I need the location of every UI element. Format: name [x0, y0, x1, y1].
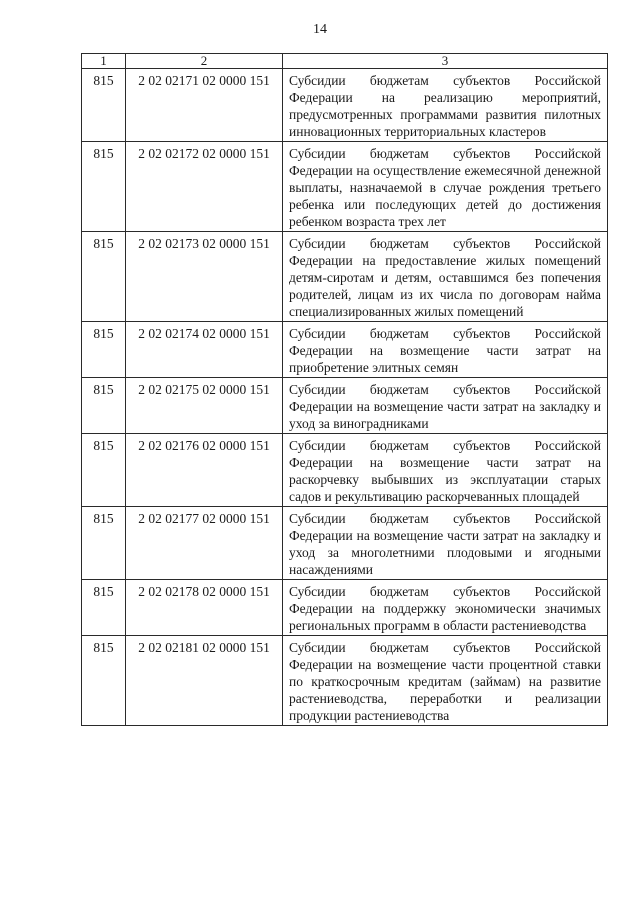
description-cell: Субсидии бюджетам субъектов Российской Федерации на возмещение части процентной ставки по краткосрочным кредитам (займам) на развитие растениеводства, переработки и реализации продукции растениеводства [283, 636, 608, 726]
table-row [82, 69, 608, 142]
table-row [82, 232, 608, 322]
description-cell: Субсидии бюджетам субъектов Российской Федерации на возмещение части затрат на закладку и уход за виноградниками [283, 378, 608, 434]
table-row [82, 378, 608, 434]
admin-code-cell: 815 [82, 232, 126, 322]
description-cell: Субсидии бюджетам субъектов Российской Федерации на возмещение части затрат на закладку и уход за многолетними плодовыми и ягодными насаждениями [283, 507, 608, 580]
admin-code-cell: 815 [82, 636, 126, 726]
admin-code-cell: 815 [82, 434, 126, 507]
budget-code-cell: 2 02 02175 02 0000 151 [126, 378, 283, 434]
admin-code-cell: 815 [82, 580, 126, 636]
admin-code-cell: 815 [82, 507, 126, 580]
description-cell: Субсидии бюджетам субъектов Российской Федерации на возмещение части затрат на приобретение элитных семян [283, 322, 608, 378]
table-row [82, 434, 608, 507]
budget-code-cell: 2 02 02176 02 0000 151 [126, 434, 283, 507]
budget-code-cell: 2 02 02171 02 0000 151 [126, 69, 283, 142]
table-header-row [82, 54, 608, 69]
budget-code-cell: 2 02 02173 02 0000 151 [126, 232, 283, 322]
table-row [82, 507, 608, 580]
table-row [82, 580, 608, 636]
budget-code-cell: 2 02 02181 02 0000 151 [126, 636, 283, 726]
column-header-2: 2 [126, 54, 283, 69]
table-row [82, 142, 608, 232]
budget-classification-table [81, 53, 608, 726]
admin-code-cell: 815 [82, 322, 126, 378]
budget-code-cell: 2 02 02174 02 0000 151 [126, 322, 283, 378]
budget-code-cell: 2 02 02177 02 0000 151 [126, 507, 283, 580]
description-cell: Субсидии бюджетам субъектов Российской Федерации на поддержку экономически значимых региональных программ в области растениеводства [283, 580, 608, 636]
description-cell: Субсидии бюджетам субъектов Российской Федерации на реализацию мероприятий, предусмотренных программами развития пилотных инновационных территориальных кластеров [283, 69, 608, 142]
admin-code-cell: 815 [82, 69, 126, 142]
column-header-3: 3 [283, 54, 608, 69]
table-row [82, 636, 608, 726]
budget-code-cell: 2 02 02172 02 0000 151 [126, 142, 283, 232]
description-cell: Субсидии бюджетам субъектов Российской Федерации на осуществление ежемесячной денежной выплаты, назначаемой в случае рождения третьего ребенка или последующих детей до достижения ребенком возраста трех лет [283, 142, 608, 232]
description-cell: Субсидии бюджетам субъектов Российской Федерации на предоставление жилых помещений детям-сиротам и детям, оставшимся без попечения родителей, лицам из их числа по договорам найма специализированных жилых помещений [283, 232, 608, 322]
table-row [82, 322, 608, 378]
budget-code-cell: 2 02 02178 02 0000 151 [126, 580, 283, 636]
page-number: 14 [313, 22, 327, 37]
admin-code-cell: 815 [82, 142, 126, 232]
column-header-1: 1 [82, 54, 126, 69]
admin-code-cell: 815 [82, 378, 126, 434]
description-cell: Субсидии бюджетам субъектов Российской Федерации на возмещение части затрат на раскорчевку выбывших из эксплуатации старых садов и рекультивацию раскорчеванных площадей [283, 434, 608, 507]
